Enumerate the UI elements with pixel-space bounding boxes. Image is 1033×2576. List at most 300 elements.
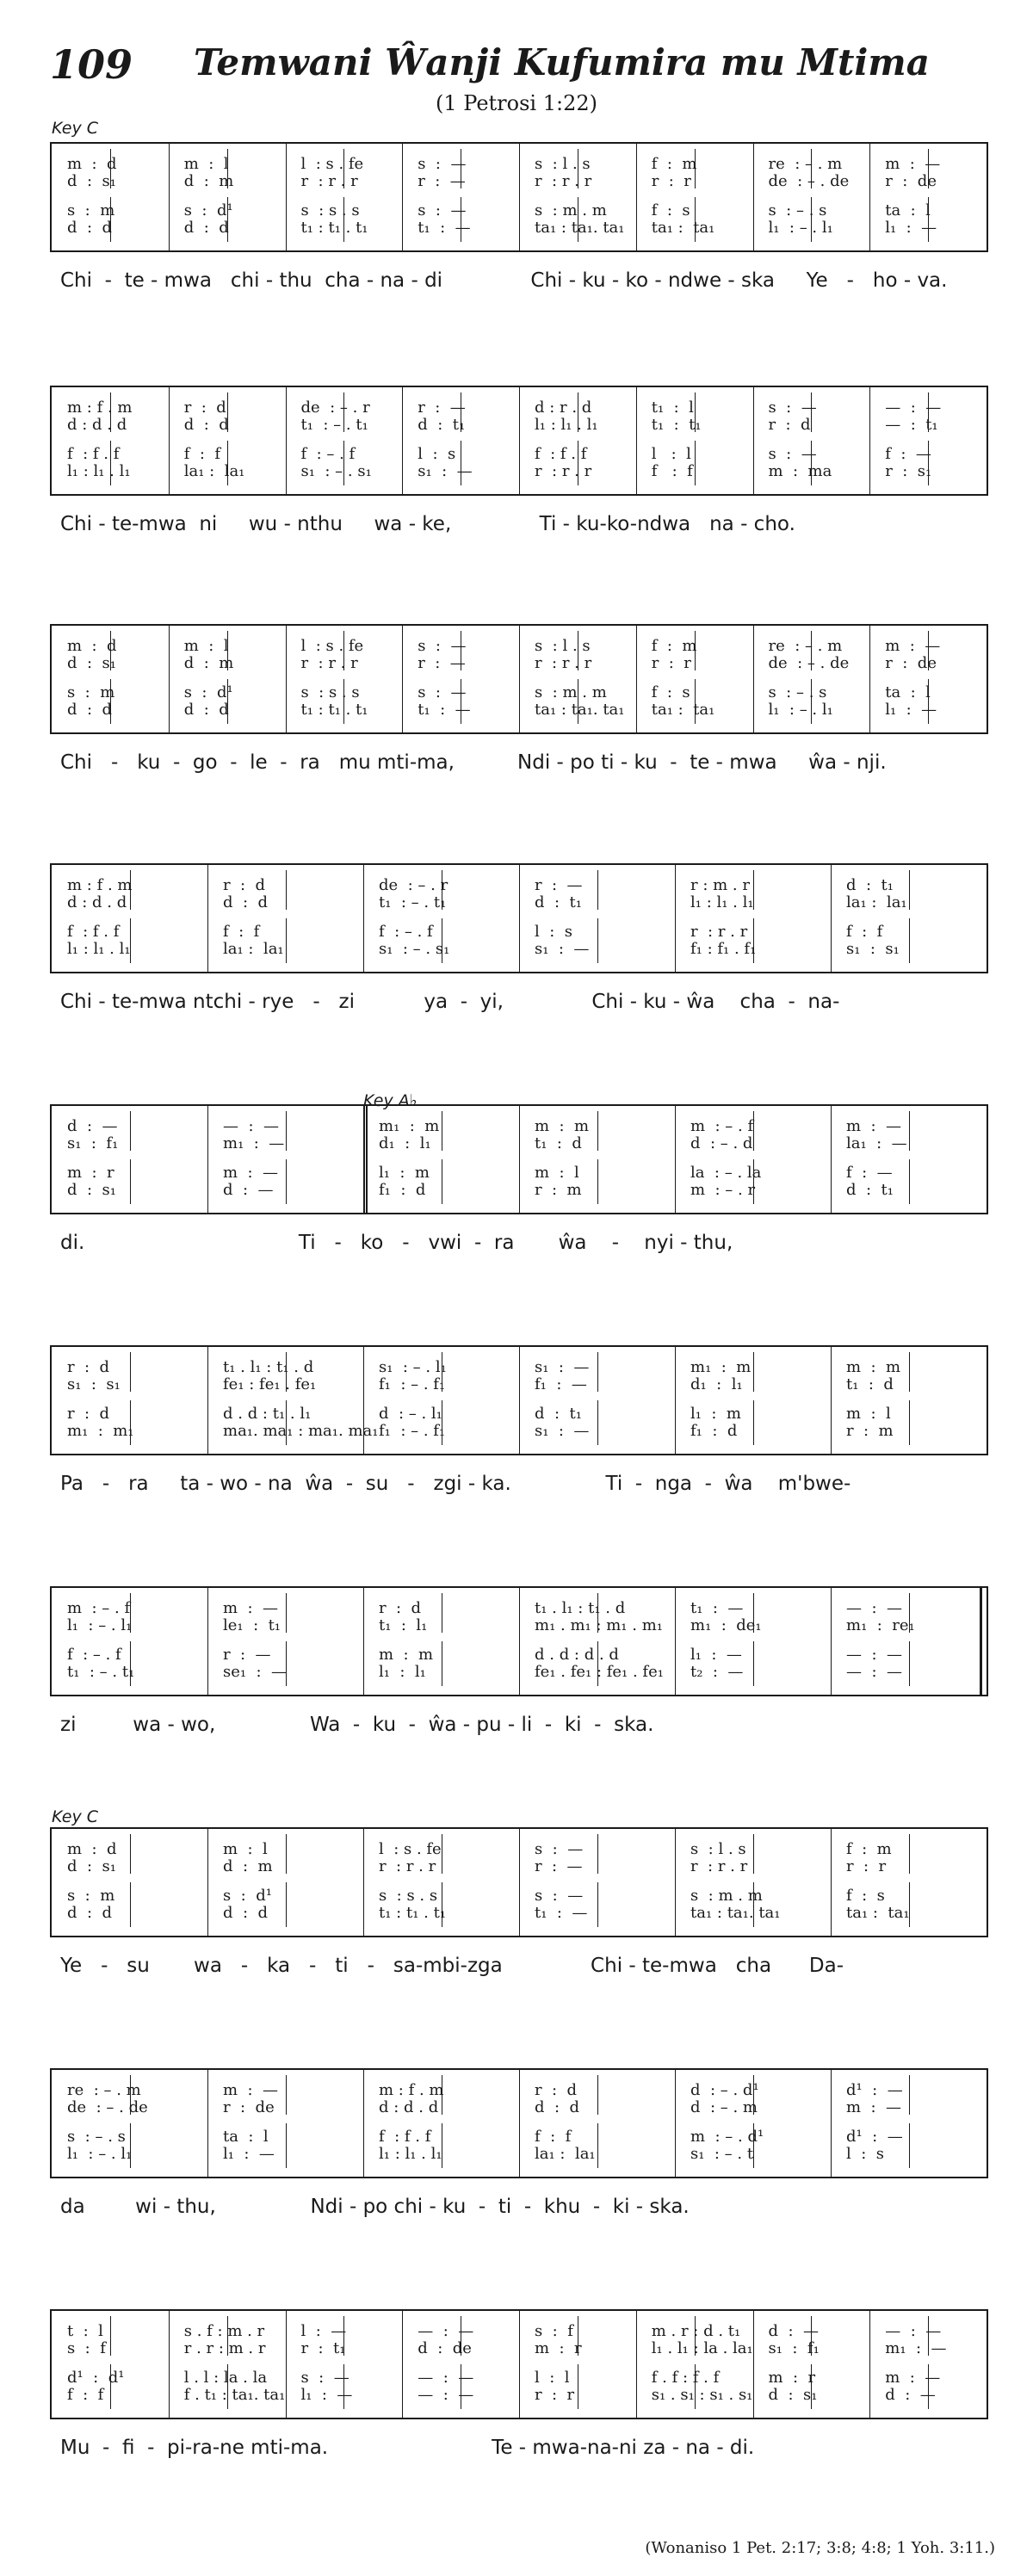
bar-line bbox=[675, 2070, 676, 2177]
sol-fa-note: la₁ : — bbox=[846, 1134, 907, 1152]
staff-box bbox=[50, 624, 988, 734]
sol-fa-note: f . t₁ : ta₁. ta₁ bbox=[183, 2386, 286, 2404]
sol-fa-note: s₁ : – . s₁ bbox=[379, 940, 450, 958]
beat-line bbox=[753, 1159, 754, 1204]
sol-fa-note: r : d bbox=[67, 1358, 110, 1376]
sol-fa-note: m : – . d¹ bbox=[690, 2128, 764, 2146]
beat-line bbox=[110, 679, 111, 724]
sol-fa-note: f₁ : – . f₁ bbox=[379, 1375, 446, 1393]
sol-fa-note: d¹ : — bbox=[846, 2081, 903, 2099]
sol-fa-note: m : — bbox=[846, 2098, 902, 2116]
sol-fa-note: m : l bbox=[846, 1405, 891, 1423]
beat-line bbox=[811, 2364, 812, 2409]
beat-line bbox=[597, 870, 598, 910]
sol-fa-note: r : r . r bbox=[690, 1857, 748, 1875]
sol-fa-note: d₁ : l₁ bbox=[690, 1375, 743, 1393]
beat-line bbox=[343, 679, 344, 724]
sol-fa-note: r : r . r bbox=[300, 172, 358, 190]
sol-fa-note: la : – . la bbox=[690, 1164, 762, 1182]
bar-line bbox=[519, 2311, 520, 2418]
lyrics-line: Mu - fi - pi-ra-ne mti-ma. Te - mwa-na-ni za - na - di. bbox=[60, 2437, 755, 2459]
bar-line bbox=[286, 387, 287, 494]
sol-fa-note: m : r bbox=[768, 2369, 816, 2387]
sol-fa-note: f : f . f bbox=[379, 2128, 431, 2146]
sol-fa-note: m : — bbox=[885, 2369, 941, 2387]
beat-line bbox=[695, 2316, 696, 2356]
bar-line bbox=[363, 1588, 364, 1695]
sol-fa-note: s₁ : — bbox=[535, 1422, 590, 1440]
beat-line bbox=[695, 441, 696, 485]
sol-fa-note: m : l bbox=[535, 1164, 579, 1182]
sol-fa-note: s₁ : — bbox=[535, 940, 590, 958]
sol-fa-note: d : d bbox=[223, 1904, 268, 1922]
sol-fa-note: — : t₁ bbox=[885, 416, 938, 434]
sol-fa-note: t₁ : — bbox=[535, 1904, 588, 1922]
sol-fa-note: d : m bbox=[223, 1857, 273, 1875]
bar-line bbox=[831, 865, 832, 972]
beat-line bbox=[811, 679, 812, 724]
bar-line bbox=[402, 2311, 403, 2418]
sol-fa-note: r : m bbox=[846, 1422, 894, 1440]
beat-line bbox=[130, 1111, 131, 1151]
hymn-header bbox=[0, 0, 1033, 120]
sol-fa-note: r : d bbox=[535, 2081, 578, 2099]
sol-fa-note: f : f bbox=[535, 2128, 572, 2146]
sol-fa-note: l₁ : — bbox=[690, 1646, 742, 1664]
staff-box bbox=[50, 1345, 988, 1455]
sol-fa-note: m : – . r bbox=[690, 1181, 756, 1199]
beat-line bbox=[909, 1352, 910, 1392]
beat-line bbox=[753, 1352, 754, 1392]
beat-line bbox=[753, 1834, 754, 1874]
beat-line bbox=[130, 1352, 131, 1392]
sol-fa-note: d : t₁ bbox=[535, 893, 582, 911]
beat-line bbox=[286, 1111, 287, 1151]
sol-fa-note: r : s₁ bbox=[885, 462, 932, 480]
bar-line bbox=[402, 144, 403, 250]
sol-fa-note: d : d bbox=[183, 701, 229, 719]
sol-fa-note: m₁ . m₁ : m₁ . m₁ bbox=[535, 1616, 663, 1634]
sol-fa-note: l : l bbox=[535, 2369, 570, 2387]
staff-box bbox=[50, 863, 988, 973]
beat-line bbox=[286, 1400, 287, 1445]
beat-line bbox=[227, 679, 228, 724]
music-system bbox=[50, 624, 988, 788]
beat-line bbox=[909, 2075, 910, 2115]
beat-line bbox=[909, 918, 910, 963]
sol-fa-note: t₁ : l bbox=[651, 398, 694, 417]
sol-fa-note: re : – . m bbox=[768, 637, 843, 655]
sol-fa-note: le₁ : t₁ bbox=[223, 1616, 281, 1634]
beat-line bbox=[695, 149, 696, 188]
beat-line bbox=[227, 2316, 228, 2356]
beat-line bbox=[928, 631, 929, 670]
sol-fa-note: m₁ : — bbox=[885, 2339, 947, 2357]
sol-fa-note: t₁ : d bbox=[535, 1134, 582, 1152]
beat-line bbox=[811, 149, 812, 188]
sol-fa-note: f : m bbox=[651, 637, 697, 655]
sol-fa-note: m : r bbox=[535, 2339, 582, 2357]
sol-fa-note: s : s . s bbox=[379, 1887, 438, 1905]
beat-line bbox=[286, 1593, 287, 1633]
beat-line bbox=[695, 679, 696, 724]
beat-line bbox=[597, 1159, 598, 1204]
sol-fa-note: se₁ : — bbox=[223, 1663, 288, 1681]
bar-line bbox=[363, 1106, 368, 1213]
sol-fa-note: l . l : la . la bbox=[183, 2369, 268, 2387]
sol-fa-note: d : d . d bbox=[67, 416, 127, 434]
bar-line bbox=[869, 144, 870, 250]
sol-fa-note: s : — bbox=[418, 155, 467, 173]
beat-line bbox=[227, 441, 228, 485]
sol-fa-note: l₁ : l₁ . l₁ bbox=[535, 416, 598, 434]
sol-fa-note: d : d . d bbox=[67, 893, 127, 911]
bar-line bbox=[636, 387, 637, 494]
bar-line bbox=[831, 2070, 832, 2177]
sol-fa-note: s : m . m bbox=[535, 683, 607, 701]
sol-fa-note: l : — bbox=[300, 2322, 347, 2340]
beat-line bbox=[110, 631, 111, 670]
beat-line bbox=[130, 1641, 131, 1686]
beat-line bbox=[928, 2364, 929, 2409]
sol-fa-note: l₁ : l₁ . l₁ bbox=[379, 2145, 442, 2163]
sol-fa-note: s₁ . s₁ : s₁ . s₁ bbox=[651, 2386, 753, 2404]
sol-fa-note: s : — bbox=[418, 637, 467, 655]
sol-fa-note: f : m bbox=[846, 1840, 892, 1858]
lyrics-line: Chi - ku - go - le - ra mu mti-ma, Ndi - po ti - ku - te - mwa ŵa - nji. bbox=[60, 751, 887, 774]
bar-line bbox=[519, 387, 520, 494]
sol-fa-note: ta₁ : ta₁. ta₁ bbox=[535, 701, 625, 719]
music-system bbox=[50, 1104, 988, 1268]
sol-fa-note: la₁ : la₁ bbox=[183, 462, 245, 480]
bar-line bbox=[636, 144, 637, 250]
bar-line bbox=[402, 387, 403, 494]
sol-fa-note: d : — bbox=[223, 1181, 274, 1199]
beat-line bbox=[753, 1882, 754, 1927]
beat-line bbox=[597, 1593, 598, 1633]
beat-line bbox=[110, 2364, 111, 2409]
sol-fa-note: d : d bbox=[67, 219, 112, 237]
sol-fa-note: m : l bbox=[183, 155, 229, 173]
sol-fa-note: ta : l bbox=[885, 683, 931, 701]
beat-line bbox=[753, 1111, 754, 1151]
bar-line bbox=[519, 865, 520, 972]
sol-fa-note: s : – . s bbox=[768, 201, 827, 219]
music-system bbox=[50, 863, 988, 1027]
beat-line bbox=[343, 197, 344, 242]
beat-line bbox=[227, 149, 228, 188]
beat-line bbox=[343, 2364, 344, 2409]
sol-fa-note: t₁ : t₁ . t₁ bbox=[300, 701, 368, 719]
sol-fa-note: s : d¹ bbox=[223, 1887, 272, 1905]
beat-line bbox=[811, 441, 812, 485]
beat-line bbox=[343, 631, 344, 670]
sol-fa-note: re : – . m bbox=[768, 155, 843, 173]
staff-box bbox=[50, 2068, 988, 2178]
sol-fa-note: fe₁ : fe₁ . fe₁ bbox=[223, 1375, 317, 1393]
sol-fa-note: d : t₁ bbox=[846, 876, 894, 894]
sol-fa-note: ta₁ : ta₁ bbox=[651, 701, 715, 719]
sol-fa-note: — : — bbox=[223, 1117, 279, 1135]
sol-fa-note: m : d bbox=[67, 1840, 117, 1858]
sol-fa-note: s : d¹ bbox=[183, 201, 233, 219]
sol-fa-note: s : m bbox=[67, 1887, 115, 1905]
beat-line bbox=[130, 2075, 131, 2115]
sol-fa-note: s : — bbox=[418, 201, 467, 219]
sol-fa-note: l₁ . l₁ : la . la₁ bbox=[651, 2339, 753, 2357]
beat-line bbox=[110, 441, 111, 485]
staff-box bbox=[50, 1104, 988, 1214]
sol-fa-note: r : r . r bbox=[535, 462, 592, 480]
bar-line bbox=[753, 2311, 754, 2418]
sol-fa-note: d : d bbox=[67, 1904, 112, 1922]
sol-fa-note: l₁ : l₁ . l₁ bbox=[67, 462, 131, 480]
sol-fa-note: s : – . s bbox=[768, 683, 827, 701]
sol-fa-note: s : — bbox=[535, 1840, 584, 1858]
bar-line bbox=[207, 865, 208, 972]
music-system bbox=[50, 386, 988, 549]
sol-fa-note: s : s . s bbox=[300, 683, 360, 701]
bar-line bbox=[363, 865, 364, 972]
sol-fa-note: d : s₁ bbox=[67, 1181, 116, 1199]
beat-line bbox=[928, 197, 929, 242]
sol-fa-note: f₁ : d bbox=[379, 1181, 426, 1199]
sol-fa-note: s : f bbox=[67, 2339, 106, 2357]
bar-line bbox=[207, 1829, 208, 1936]
sol-fa-note: t₁ : — bbox=[418, 701, 471, 719]
bar-line bbox=[753, 387, 754, 494]
sol-fa-note: m₁ : m bbox=[690, 1358, 752, 1376]
sol-fa-note: ta : l bbox=[885, 201, 931, 219]
sol-fa-note: l₁ : l₁ . l₁ bbox=[690, 893, 754, 911]
lyrics-line: Pa - ra ta - wo - na ŵa - su - zgi - ka. Ti - nga - ŵa m'bwe- bbox=[60, 1473, 851, 1495]
sol-fa-note: la₁ : la₁ bbox=[846, 893, 907, 911]
bar-line bbox=[286, 2311, 287, 2418]
staff-box bbox=[50, 2309, 988, 2419]
bar-line bbox=[363, 1829, 364, 1936]
sol-fa-note: r : — bbox=[535, 1857, 583, 1875]
beat-line bbox=[286, 2075, 287, 2115]
bar-line bbox=[519, 1347, 520, 1454]
sol-fa-note: r : d bbox=[67, 1405, 110, 1423]
beat-line bbox=[695, 2364, 696, 2409]
sol-fa-note: r : r . r bbox=[379, 1857, 436, 1875]
bar-line bbox=[831, 1347, 832, 1454]
bar-line bbox=[753, 144, 754, 250]
sol-fa-note: d : d bbox=[183, 416, 229, 434]
lyrics-line: da wi - thu, Ndi - po chi - ku - ti - khu - ki - ska. bbox=[60, 2196, 690, 2218]
sol-fa-note: d¹ : d¹ bbox=[67, 2369, 125, 2387]
sol-fa-note: d : — bbox=[768, 2322, 819, 2340]
beat-line bbox=[597, 2123, 598, 2168]
sol-fa-note: — : — bbox=[418, 2386, 474, 2404]
sol-fa-note: t₁ : – . t₁ bbox=[300, 416, 368, 434]
sol-fa-note: t₁ : – . t₁ bbox=[67, 1663, 135, 1681]
sol-fa-note: l₁ : — bbox=[885, 701, 937, 719]
sol-fa-note: l₁ : – . l₁ bbox=[768, 701, 833, 719]
music-system bbox=[50, 2068, 988, 2232]
scripture-reference: (1 Petrosi 1:22) bbox=[436, 91, 597, 115]
sol-fa-note: l₁ : — bbox=[885, 219, 937, 237]
bar-line bbox=[869, 626, 870, 732]
sol-fa-note: d : – . m bbox=[690, 2098, 758, 2116]
sol-fa-note: m : l bbox=[223, 1840, 268, 1858]
sol-fa-note: d : d . d bbox=[379, 2098, 439, 2116]
sol-fa-note: d : r . d bbox=[535, 398, 592, 417]
sol-fa-note: f : – . f bbox=[300, 445, 356, 463]
sol-fa-note: t₁ : t₁ bbox=[651, 416, 702, 434]
sol-fa-note: s : m . m bbox=[690, 1887, 763, 1905]
sol-fa-note: m₁ : re₁ bbox=[846, 1616, 915, 1634]
sol-fa-note: — : — bbox=[885, 2322, 942, 2340]
beat-line bbox=[909, 1882, 910, 1927]
sol-fa-note: r : r bbox=[535, 2386, 575, 2404]
lyrics-line: zi wa - wo, Wa - ku - ŵa - pu - li - ki - ska. bbox=[60, 1714, 654, 1736]
bar-line bbox=[169, 387, 170, 494]
key-signature-change: Key A♭ bbox=[363, 1091, 418, 1110]
sol-fa-note: f : f bbox=[183, 445, 221, 463]
sol-fa-note: f₁ : d bbox=[690, 1422, 738, 1440]
beat-line bbox=[753, 870, 754, 910]
music-system bbox=[50, 2309, 988, 2473]
beat-line bbox=[286, 2123, 287, 2168]
sol-fa-note: de : – . de bbox=[67, 2098, 148, 2116]
sol-fa-note: r : — bbox=[418, 172, 466, 190]
sol-fa-note: f : s bbox=[846, 1887, 885, 1905]
beat-line bbox=[909, 1111, 910, 1151]
sol-fa-note: la₁ : la₁ bbox=[535, 2145, 596, 2163]
beat-line bbox=[130, 1400, 131, 1445]
sol-fa-note: m : — bbox=[223, 1164, 279, 1182]
music-system bbox=[50, 1827, 988, 1991]
beat-line bbox=[110, 2316, 111, 2356]
bar-line bbox=[207, 2070, 208, 2177]
sol-fa-note: l₁ : m bbox=[379, 1164, 430, 1182]
beat-line bbox=[130, 918, 131, 963]
sol-fa-note: d : m bbox=[183, 654, 234, 672]
beat-line bbox=[811, 631, 812, 670]
bar-line bbox=[831, 1829, 832, 1936]
sol-fa-note: f₁ : – . f₁ bbox=[379, 1422, 446, 1440]
beat-line bbox=[753, 918, 754, 963]
sol-fa-note: s : — bbox=[768, 445, 817, 463]
bar-line bbox=[753, 626, 754, 732]
sol-fa-note: d : — bbox=[885, 2386, 936, 2404]
bar-line bbox=[286, 626, 287, 732]
sol-fa-note: m₁ : — bbox=[223, 1134, 285, 1152]
sol-fa-note: r : — bbox=[535, 876, 583, 894]
sol-fa-note: r : r . r bbox=[535, 654, 592, 672]
beat-line bbox=[909, 1400, 910, 1445]
sol-fa-note: m : – . f bbox=[67, 1599, 131, 1617]
sol-fa-note: f₁ : f₁ . f₁ bbox=[690, 940, 757, 958]
bar-line bbox=[402, 626, 403, 732]
key-signature-return: Key C bbox=[52, 1807, 99, 1826]
bar-line bbox=[636, 626, 637, 732]
sol-fa-note: f : f . f bbox=[535, 445, 587, 463]
sol-fa-note: s₁ : — bbox=[418, 462, 473, 480]
sol-fa-note: r : — bbox=[223, 1646, 271, 1664]
sol-fa-note: t₁ : – . t₁ bbox=[379, 893, 447, 911]
sol-fa-note: fe₁ . fe₁ : fe₁ . fe₁ bbox=[535, 1663, 664, 1681]
sol-fa-note: r : m bbox=[535, 1181, 582, 1199]
beat-line bbox=[110, 149, 111, 188]
sol-fa-note: l₁ : – . l₁ bbox=[768, 219, 833, 237]
sol-fa-note: s₁ : f₁ bbox=[67, 1134, 119, 1152]
sol-fa-note: m : — bbox=[885, 155, 941, 173]
sol-fa-note: r : m . r bbox=[690, 876, 750, 894]
sol-fa-note: f : s bbox=[651, 201, 690, 219]
sol-fa-note: l₁ : m bbox=[690, 1405, 741, 1423]
sol-fa-note: f : f bbox=[67, 2386, 104, 2404]
beat-line bbox=[597, 1352, 598, 1392]
beat-line bbox=[130, 1834, 131, 1874]
sol-fa-note: s₁ : f₁ bbox=[768, 2339, 820, 2357]
sol-fa-note: r : r . r bbox=[300, 654, 358, 672]
beat-line bbox=[597, 1400, 598, 1445]
bar-line bbox=[519, 626, 520, 732]
staff-box bbox=[50, 1586, 988, 1696]
staff-box bbox=[50, 386, 988, 496]
sol-fa-note: l₁ : l₁ . l₁ bbox=[67, 940, 131, 958]
sol-fa-note: f : f bbox=[846, 923, 883, 941]
bar-line bbox=[869, 387, 870, 494]
sol-fa-note: r : r . r bbox=[535, 172, 592, 190]
sol-fa-note: t₁ : t₁ . t₁ bbox=[300, 219, 368, 237]
sol-fa-note: f : s bbox=[651, 683, 690, 701]
bar-line bbox=[831, 1588, 832, 1695]
beat-line bbox=[286, 918, 287, 963]
bar-line bbox=[831, 1106, 832, 1213]
sol-fa-note: d : – . l₁ bbox=[379, 1405, 442, 1423]
sol-fa-note: d : t₁ bbox=[846, 1181, 894, 1199]
sol-fa-note: s : l . s bbox=[535, 155, 591, 173]
sol-fa-note: ta₁ : ta₁ bbox=[651, 219, 715, 237]
sol-fa-note: m : f . m bbox=[67, 876, 133, 894]
bar-line bbox=[169, 144, 170, 250]
sol-fa-note: f : f bbox=[223, 923, 260, 941]
sol-fa-note: d : de bbox=[418, 2339, 472, 2357]
sol-fa-note: s₁ : – . l₁ bbox=[379, 1358, 447, 1376]
beat-line bbox=[753, 1641, 754, 1686]
sol-fa-note: f : — bbox=[885, 445, 931, 463]
sol-fa-note: s₁ : – . t bbox=[690, 2145, 754, 2163]
sol-fa-note: l : s . fe bbox=[300, 155, 364, 173]
sol-fa-note: s : — bbox=[418, 683, 467, 701]
beat-line bbox=[110, 392, 111, 432]
beat-line bbox=[753, 2123, 754, 2168]
sol-fa-note: f : f . f bbox=[67, 923, 120, 941]
beat-line bbox=[753, 1400, 754, 1445]
sol-fa-note: m₁ : de₁ bbox=[690, 1616, 762, 1634]
sol-fa-note: f : — bbox=[846, 1164, 893, 1182]
beat-line bbox=[286, 870, 287, 910]
beat-line bbox=[286, 1834, 287, 1874]
sol-fa-note: m : d bbox=[67, 155, 117, 173]
sol-fa-note: — : — bbox=[418, 2369, 474, 2387]
beat-line bbox=[928, 2316, 929, 2356]
sol-fa-note: s : — bbox=[535, 1887, 584, 1905]
beat-line bbox=[909, 1159, 910, 1204]
sol-fa-note: ta₁ : ta₁. ta₁ bbox=[690, 1904, 781, 1922]
sol-fa-note: m : — bbox=[885, 637, 941, 655]
sol-fa-note: t₁ . l₁ : t₁ . d bbox=[535, 1599, 626, 1617]
sol-fa-note: r : r bbox=[651, 654, 691, 672]
bar-line bbox=[363, 2070, 364, 2177]
staff-box bbox=[50, 142, 988, 252]
bar-line bbox=[207, 1347, 208, 1454]
sol-fa-note: de : – . de bbox=[768, 172, 850, 190]
